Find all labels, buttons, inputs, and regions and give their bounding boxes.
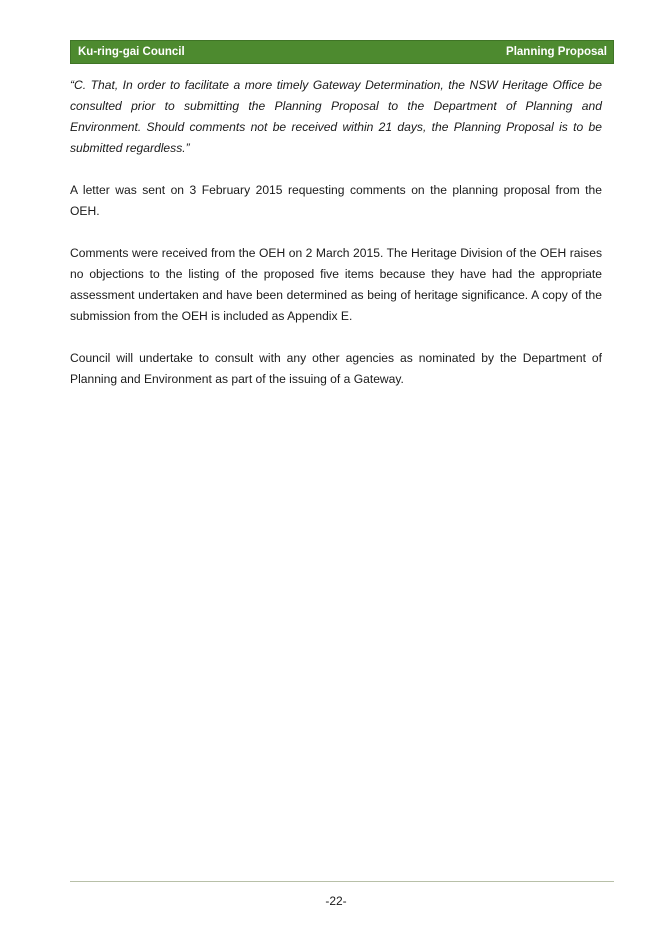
comments-paragraph: Comments were received from the OEH on 2 March 2015. The Heritage Division of the OEH raises no objections to the listing of the proposed five items because they have had the appropriate assessment undertaken and have been determined as being of heritage significance. A copy of the submission from the OEH is included as Appendix E. xyxy=(70,246,602,323)
footer-divider xyxy=(70,881,614,882)
page-number: -22- xyxy=(325,894,347,908)
resolution-quote-paragraph: “C. That, In order to facilitate a more timely Gateway Determination, the NSW Heritage Office be consulted prior to submitting the Planning Proposal to the Department of Planning and Environment. Should comments not be received within 21 days, the Planning Proposal is to be submitted regardless.” xyxy=(70,78,602,155)
body-content xyxy=(70,75,602,411)
header-organization: Ku-ring-gai Council xyxy=(78,46,185,58)
header-document-title: Planning Proposal xyxy=(506,46,607,58)
page-header-bar xyxy=(70,40,614,64)
consultation-paragraph: Council will undertake to consult with any other agencies as nominated by the Department of Planning and Environment as part of the issuing of a Gateway. xyxy=(70,351,602,386)
letter-paragraph: A letter was sent on 3 February 2015 requesting comments on the planning proposal from the OEH. xyxy=(70,183,602,218)
